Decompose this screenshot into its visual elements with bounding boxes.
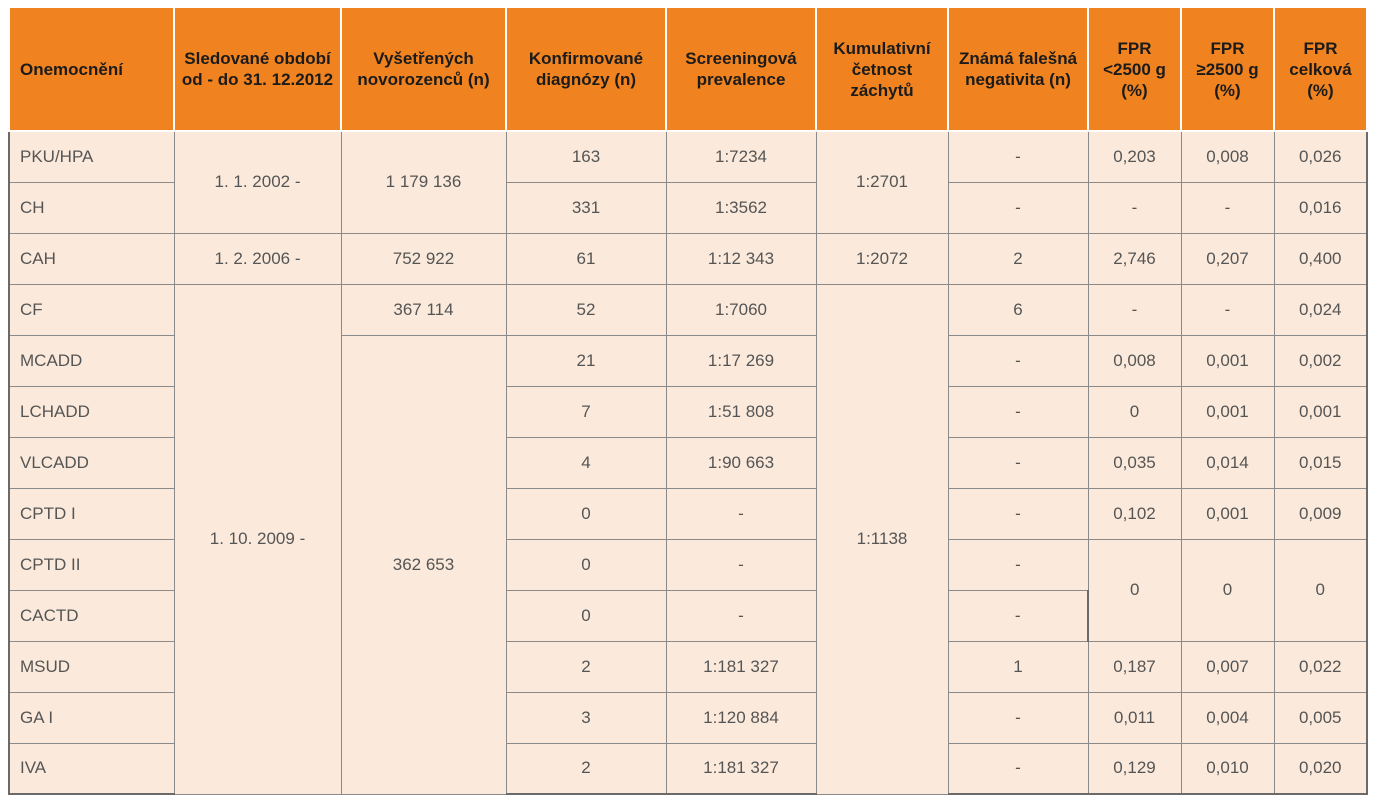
false-negative-cell: 2	[948, 233, 1088, 284]
confirmed-cell: 4	[506, 437, 666, 488]
header-fpr-total: FPR celková (%)	[1274, 7, 1367, 131]
prevalence-cell: 1:3562	[666, 182, 816, 233]
header-period: Sledované období od - do 31. 12.2012	[174, 7, 341, 131]
period-cell: 1. 10. 2009 -	[174, 284, 341, 794]
disease-name: MSUD	[9, 641, 174, 692]
period-cell: 1. 2. 2006 -	[174, 233, 341, 284]
false-negative-cell: 1	[948, 641, 1088, 692]
header-confirmed: Konfirmované diagnózy (n)	[506, 7, 666, 131]
fpr-lt2500-cell: 0,011	[1088, 692, 1181, 743]
disease-name: CAH	[9, 233, 174, 284]
fpr-ge2500-cell: 0	[1181, 539, 1274, 641]
screening-table-container	[8, 6, 1368, 795]
confirmed-cell: 2	[506, 743, 666, 794]
false-negative-cell: -	[948, 539, 1088, 590]
fpr-total-cell: 0,015	[1274, 437, 1367, 488]
fpr-lt2500-cell: -	[1088, 182, 1181, 233]
confirmed-cell: 61	[506, 233, 666, 284]
fpr-lt2500-cell: 2,746	[1088, 233, 1181, 284]
fpr-total-cell: 0,020	[1274, 743, 1367, 794]
false-negative-cell: -	[948, 131, 1088, 182]
fpr-total-cell: 0,005	[1274, 692, 1367, 743]
prevalence-cell: 1:120 884	[666, 692, 816, 743]
false-negative-cell: 6	[948, 284, 1088, 335]
false-negative-cell: -	[948, 488, 1088, 539]
disease-name: MCADD	[9, 335, 174, 386]
confirmed-cell: 0	[506, 488, 666, 539]
fpr-ge2500-cell: 0,008	[1181, 131, 1274, 182]
cumulative-cell: 1:1138	[816, 284, 948, 794]
fpr-ge2500-cell: 0,004	[1181, 692, 1274, 743]
fpr-lt2500-cell: 0,102	[1088, 488, 1181, 539]
table-row	[9, 284, 1367, 335]
disease-name: CF	[9, 284, 174, 335]
screened-cell: 362 653	[341, 335, 506, 794]
fpr-ge2500-cell: 0,014	[1181, 437, 1274, 488]
disease-name: IVA	[9, 743, 174, 794]
fpr-total-cell: 0,024	[1274, 284, 1367, 335]
prevalence-cell: 1:7234	[666, 131, 816, 182]
fpr-ge2500-cell: -	[1181, 284, 1274, 335]
cumulative-cell: 1:2072	[816, 233, 948, 284]
fpr-total-cell: 0,002	[1274, 335, 1367, 386]
fpr-total-cell: 0,009	[1274, 488, 1367, 539]
confirmed-cell: 21	[506, 335, 666, 386]
confirmed-cell: 331	[506, 182, 666, 233]
prevalence-cell: 1:17 269	[666, 335, 816, 386]
false-negative-cell: -	[948, 386, 1088, 437]
fpr-lt2500-cell: 0	[1088, 386, 1181, 437]
fpr-ge2500-cell: 0,001	[1181, 488, 1274, 539]
prevalence-cell: -	[666, 590, 816, 641]
fpr-ge2500-cell: 0,207	[1181, 233, 1274, 284]
confirmed-cell: 52	[506, 284, 666, 335]
prevalence-cell: 1:181 327	[666, 743, 816, 794]
table-row	[9, 131, 1367, 182]
prevalence-cell: 1:90 663	[666, 437, 816, 488]
fpr-lt2500-cell: 0	[1088, 539, 1181, 641]
header-row	[9, 7, 1367, 131]
false-negative-cell: -	[948, 590, 1088, 641]
screening-table	[8, 6, 1368, 795]
disease-name: CPTD I	[9, 488, 174, 539]
confirmed-cell: 163	[506, 131, 666, 182]
fpr-lt2500-cell: 0,008	[1088, 335, 1181, 386]
screened-cell: 1 179 136	[341, 131, 506, 233]
false-negative-cell: -	[948, 743, 1088, 794]
confirmed-cell: 7	[506, 386, 666, 437]
cumulative-cell: 1:2701	[816, 131, 948, 233]
fpr-ge2500-cell: 0,007	[1181, 641, 1274, 692]
disease-name: CACTD	[9, 590, 174, 641]
table-row	[9, 233, 1367, 284]
false-negative-cell: -	[948, 692, 1088, 743]
prevalence-cell: 1:12 343	[666, 233, 816, 284]
screened-cell: 752 922	[341, 233, 506, 284]
prevalence-cell: 1:7060	[666, 284, 816, 335]
disease-name: CPTD II	[9, 539, 174, 590]
fpr-lt2500-cell: 0,187	[1088, 641, 1181, 692]
header-false-negative: Známá falešná negativita (n)	[948, 7, 1088, 131]
fpr-total-cell: 0	[1274, 539, 1367, 641]
false-negative-cell: -	[948, 182, 1088, 233]
prevalence-cell: 1:181 327	[666, 641, 816, 692]
fpr-ge2500-cell: -	[1181, 182, 1274, 233]
fpr-total-cell: 0,026	[1274, 131, 1367, 182]
fpr-ge2500-cell: 0,010	[1181, 743, 1274, 794]
period-cell: 1. 1. 2002 -	[174, 131, 341, 233]
fpr-lt2500-cell: 0,203	[1088, 131, 1181, 182]
prevalence-cell: -	[666, 488, 816, 539]
fpr-lt2500-cell: 0,035	[1088, 437, 1181, 488]
disease-name: GA I	[9, 692, 174, 743]
header-fpr-lt2500: FPR <2500 g (%)	[1088, 7, 1181, 131]
header-cumulative: Kumulativní četnost záchytů	[816, 7, 948, 131]
fpr-lt2500-cell: 0,129	[1088, 743, 1181, 794]
false-negative-cell: -	[948, 335, 1088, 386]
confirmed-cell: 3	[506, 692, 666, 743]
fpr-total-cell: 0,022	[1274, 641, 1367, 692]
screened-cell: 367 114	[341, 284, 506, 335]
disease-name: CH	[9, 182, 174, 233]
fpr-total-cell: 0,016	[1274, 182, 1367, 233]
confirmed-cell: 2	[506, 641, 666, 692]
header-fpr-ge2500: FPR ≥2500 g (%)	[1181, 7, 1274, 131]
confirmed-cell: 0	[506, 539, 666, 590]
confirmed-cell: 0	[506, 590, 666, 641]
disease-name: LCHADD	[9, 386, 174, 437]
fpr-ge2500-cell: 0,001	[1181, 386, 1274, 437]
fpr-total-cell: 0,001	[1274, 386, 1367, 437]
fpr-ge2500-cell: 0,001	[1181, 335, 1274, 386]
prevalence-cell: -	[666, 539, 816, 590]
disease-name: PKU/HPA	[9, 131, 174, 182]
prevalence-cell: 1:51 808	[666, 386, 816, 437]
false-negative-cell: -	[948, 437, 1088, 488]
disease-name: VLCADD	[9, 437, 174, 488]
header-disease: Onemocnění	[9, 7, 174, 131]
fpr-lt2500-cell: -	[1088, 284, 1181, 335]
header-screened: Vyšetřených novorozenců (n)	[341, 7, 506, 131]
header-prevalence: Screeningová prevalence	[666, 7, 816, 131]
fpr-total-cell: 0,400	[1274, 233, 1367, 284]
